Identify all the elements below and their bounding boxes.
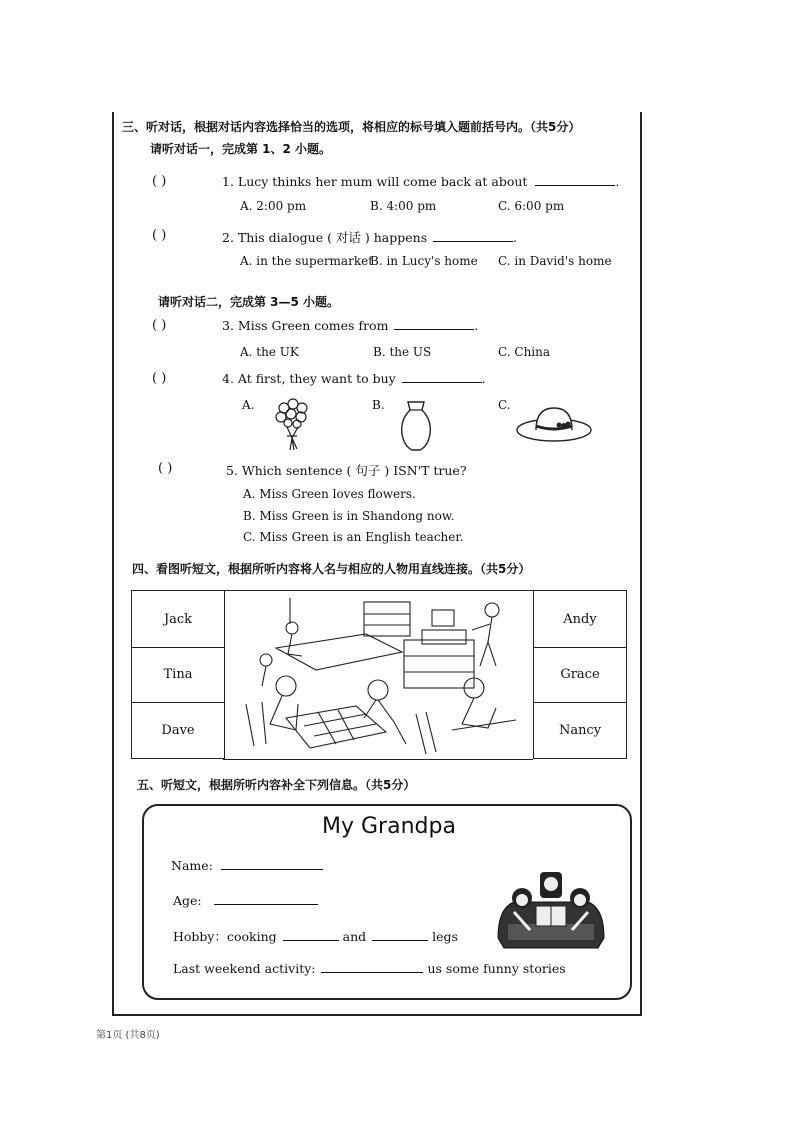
question-1	[222, 174, 619, 189]
q3-option-b[interactable]: B. the US	[373, 345, 432, 359]
name-tina: Tina	[163, 666, 193, 682]
name-box-right-2[interactable]	[533, 646, 627, 703]
q4-option-b[interactable]: B.	[372, 398, 385, 412]
activity-label: Last weekend activity:	[173, 961, 316, 976]
classroom-scene-illustration	[226, 594, 530, 756]
hat-icon	[514, 404, 594, 444]
name-nancy: Nancy	[558, 722, 602, 738]
q5-option-c[interactable]: C. Miss Green is an English teacher.	[243, 530, 464, 544]
question-3-blank[interactable]	[394, 319, 474, 330]
question-5: 5. Which sentence ( 句子 ) ISN'T true?	[226, 463, 467, 478]
q1-option-a[interactable]: A. 2:00 pm	[240, 199, 307, 213]
q2-option-a[interactable]: A. in the supermarket	[240, 254, 374, 268]
name-grace: Grace	[560, 666, 600, 682]
name-box-right-1[interactable]	[533, 590, 627, 648]
question-2-blank[interactable]	[433, 231, 513, 242]
answer-paren-1[interactable]: ( )	[152, 174, 167, 189]
q1-option-c[interactable]: C. 6:00 pm	[498, 199, 565, 213]
question-4-blank[interactable]	[402, 372, 482, 383]
name-box-left-2[interactable]	[131, 646, 225, 703]
hobby-row	[173, 927, 458, 945]
q5-option-a[interactable]: A. Miss Green loves flowers.	[243, 487, 416, 501]
card-title: My Grandpa	[322, 814, 456, 839]
section3-title: 三、听对话，根据对话内容选择恰当的选项，将相应的标号填入题前括号内。（共5分）	[122, 120, 581, 134]
name-label: Name:	[171, 858, 213, 873]
age-label: Age:	[173, 893, 202, 908]
question-1-blank[interactable]	[535, 175, 615, 186]
name-box-right-3[interactable]	[533, 702, 627, 759]
name-jack: Jack	[163, 611, 193, 627]
q3-option-a[interactable]: A. the UK	[240, 345, 299, 359]
hobby-label: Hobby：cooking	[173, 929, 277, 944]
question-2-end: .	[513, 230, 518, 245]
q1-option-b[interactable]: B. 4:00 pm	[370, 199, 437, 213]
age-row	[173, 893, 318, 908]
name-dave: Dave	[161, 722, 195, 738]
vase-icon	[398, 400, 434, 452]
answer-paren-2[interactable]: ( )	[152, 228, 167, 243]
question-3	[222, 318, 478, 333]
flowers-bouquet-icon	[270, 396, 316, 452]
activity-row	[173, 961, 566, 976]
question-4-text: 4. At first, they want to buy	[222, 371, 396, 386]
section4-title: 四、看图听短文，根据所听内容将人名与相应的人物用直线连接。（共5分）	[132, 562, 531, 576]
name-box-left-3[interactable]	[131, 702, 225, 759]
q5-option-b[interactable]: B. Miss Green is in Shandong now.	[243, 509, 455, 523]
section5-title: 五、听短文，根据所听内容补全下列信息。（共5分）	[137, 778, 416, 792]
question-4	[222, 371, 486, 386]
answer-paren-4[interactable]: ( )	[152, 371, 167, 386]
answer-paren-5[interactable]: ( )	[158, 461, 173, 476]
question-3-text: 3. Miss Green comes from	[222, 318, 389, 333]
name-box-left-1[interactable]	[131, 590, 225, 648]
answer-paren-3[interactable]: ( )	[152, 318, 167, 333]
q2-option-c[interactable]: C. in David's home	[498, 254, 612, 268]
age-blank[interactable]	[214, 894, 318, 905]
question-3-end: .	[474, 318, 479, 333]
name-blank[interactable]	[221, 859, 323, 870]
question-2-text: 2. This dialogue ( 对话 ) happens	[222, 230, 428, 245]
classroom-picture-frame	[223, 590, 533, 760]
page-footer: 第1页 (共8页)	[96, 1030, 160, 1041]
dialog1-instruction: 请听对话一，完成第 1、2 小题。	[150, 142, 332, 156]
q4-option-a[interactable]: A.	[242, 398, 255, 412]
name-andy: Andy	[563, 611, 597, 627]
hobby-blank-1[interactable]	[283, 930, 339, 941]
hobby-blank-2[interactable]	[372, 930, 428, 941]
q3-option-c[interactable]: C. China	[498, 345, 551, 359]
dialog2-instruction: 请听对话二，完成第 3—5 小题。	[158, 295, 340, 309]
question-1-text: 1. Lucy thinks her mum will come back at about	[222, 174, 528, 189]
activity-end: us some funny stories	[427, 961, 566, 976]
q2-option-b[interactable]: B. in Lucy's home	[370, 254, 478, 268]
question-4-end: .	[481, 371, 486, 386]
hobby-end: legs	[432, 929, 458, 944]
question-1-end: .	[615, 174, 620, 189]
name-row	[171, 858, 323, 873]
activity-blank[interactable]	[321, 962, 423, 973]
question-2	[222, 228, 517, 246]
grandpa-with-kids-illustration	[494, 868, 608, 952]
q4-option-c[interactable]: C.	[498, 398, 511, 412]
hobby-and: and	[342, 929, 367, 944]
